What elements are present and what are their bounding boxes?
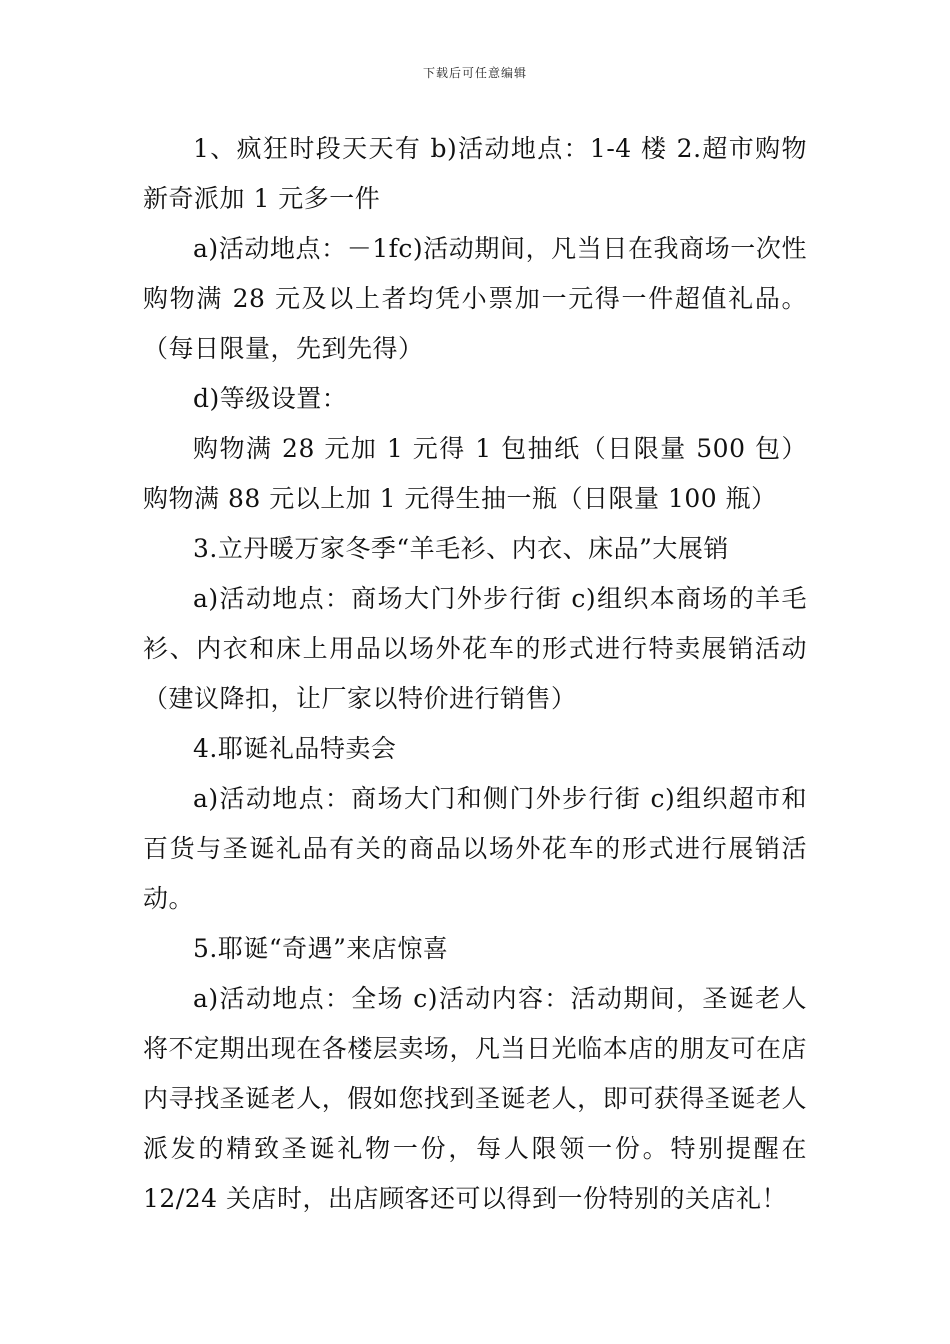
paragraph-surprise-details: a)活动地点：全场 c)活动内容：活动期间，圣诞老人将不定期出现在各楼层卖场，凡当日光临本店的朋友可在店内寻找圣诞老人，假如您找到圣诞老人，即可获得圣诞老人派发的精致圣诞礼物一份，每人限领一份。特别提醒在 12/24 关店时，出店顾客还可以得到一份特别的关店礼！	[143, 984, 807, 1213]
paragraph-purchase-tiers: 购物满 28 元加 1 元得 1 包抽纸（日限量 500 包）购物满 88 元以上加 1 元得生抽一瓶（日限量 100 瓶）	[143, 434, 807, 513]
paragraph-crazy-hours: 1、疯狂时段天天有 b)活动地点：1-4 楼 2.超市购物新奇派加 1 元多一件	[143, 134, 807, 213]
paragraph-gift-sale-details: a)活动地点：商场大门和侧门外步行街 c)组织超市和百货与圣诞礼品有关的商品以场外花车的形式进行展销活动。	[143, 784, 807, 913]
paragraph-surprise-heading: 5.耶诞“奇遇”来店惊喜	[193, 934, 449, 963]
paragraph-level-settings: d)等级设置：	[193, 384, 348, 413]
header-note: 下载后可任意编辑	[422, 66, 527, 80]
paragraph-winter-sale-details: a)活动地点：商场大门外步行街 c)组织本商场的羊毛衫、内衣和床上用品以场外花车的形式进行特卖展销活动（建议降扣，让厂家以特价进行销售）	[143, 584, 807, 713]
paragraph-winter-sale-heading: 3.立丹暖万家冬季“羊毛衫、内衣、床品”大展销	[193, 534, 729, 563]
paragraph-gift-sale-heading: 4.耶诞礼品特卖会	[193, 734, 397, 763]
paragraph-supermarket-offer: a)活动地点：－1fc)活动期间，凡当日在我商场一次性购物满 28 元及以上者均凭小票加一元得一件超值礼品。（每日限量，先到先得）	[143, 234, 807, 363]
document-body	[143, 124, 807, 1224]
